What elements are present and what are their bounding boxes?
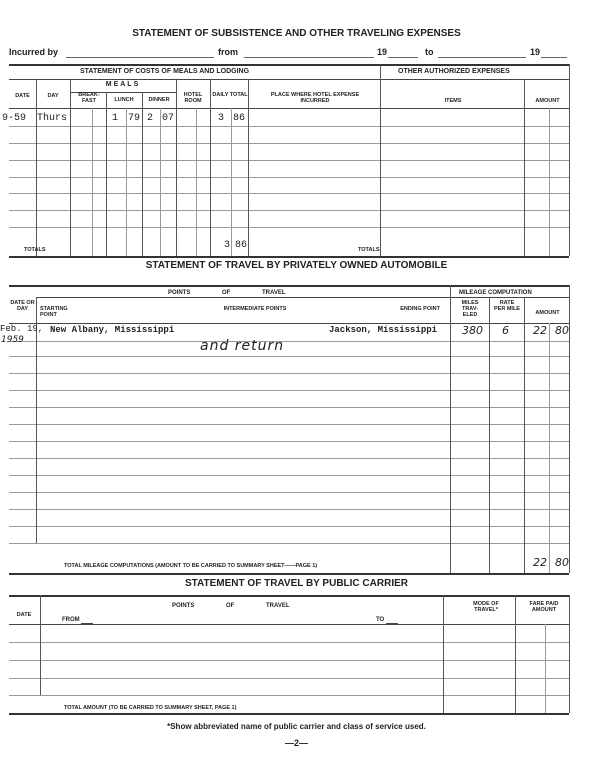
auto-row1-amount-cents: 80 [555, 324, 569, 337]
auto-row1-rate: 6 [502, 324, 509, 337]
col-items: ITEMS [444, 98, 462, 104]
col-breakfast: BREAK-FAST [78, 92, 100, 104]
auto-total-dollars: 22 [533, 556, 547, 569]
meal-row1-day: Thurs [37, 113, 68, 124]
auto-row1-date-a: Feb. 19, [0, 324, 44, 334]
col-daily-total: DAILY TOTAL [212, 92, 248, 98]
auto-row1-ending: Jackson, Mississippi [329, 325, 438, 335]
meal-row1-lunch-dollars: 1 [112, 113, 119, 124]
year-line-a[interactable] [388, 57, 418, 58]
auto-points-of-travel: POINTS OF TRAVEL [168, 290, 286, 296]
public-col-from: FROM [62, 617, 80, 623]
auto-col-amount: AMOUNT [535, 310, 560, 316]
auto-handwritten-note: and return [200, 338, 285, 354]
auto-total-label: TOTAL MILEAGE COMPUTATIONS (AMOUNT TO BE CARRIED TO SUMMARY SHEET——PAGE 1) [64, 563, 318, 569]
col-place: PLACE WHERE HOTEL EXPENSE INCURRED [270, 92, 360, 104]
auto-col-intermediate: INTERMEDIATE POINTS [223, 306, 287, 312]
public-section-title: STATEMENT OF TRAVEL BY PUBLIC CARRIER [185, 578, 408, 589]
auto-col-ending: ENDING POINT [400, 306, 440, 312]
other-expenses-header: OTHER AUTHORIZED EXPENSES [398, 68, 510, 75]
page-title: STATEMENT OF SUBSISTENCE AND OTHER TRAVELING EXPENSES [132, 28, 461, 39]
meal-row1-lunch-cents: 79 [128, 113, 141, 124]
col-amount: AMOUNT [535, 98, 560, 104]
auto-row1-date-b: 1959 [1, 335, 24, 345]
auto-total-cents: 80 [555, 556, 569, 569]
public-col-date: DATE [16, 612, 32, 618]
col-dinner: DINNER [148, 97, 170, 103]
auto-col-rate: RATE PER MILE [494, 300, 520, 312]
meals-group-header: MEALS [105, 81, 141, 88]
incurred-by-line[interactable] [66, 57, 214, 58]
meal-row1-date: 9-59 [2, 113, 27, 124]
from-label: from [218, 47, 238, 57]
meals-totals-cents: 86 [235, 240, 248, 251]
auto-col-starting: STARTING POINT [40, 306, 68, 318]
footnote: *Show abbreviated name of public carrier and class of service used. [167, 722, 426, 731]
col-date: DATE [15, 93, 30, 99]
col-lunch: LUNCH [114, 97, 134, 103]
year-line-b[interactable] [541, 57, 567, 58]
mileage-computation-header: MILEAGE COMPUTATION [459, 290, 532, 296]
auto-row1-amount-dollars: 22 [533, 324, 547, 337]
meal-row1-dinner-dollars: 2 [147, 113, 154, 124]
meal-row1-dinner-cents: 07 [162, 113, 175, 124]
auto-row1-miles: 380 [462, 324, 483, 337]
meal-row1-total-dollars: 3 [218, 113, 225, 124]
public-col-to: TO [376, 617, 385, 623]
page-number: —2— [284, 738, 308, 748]
public-col-mode: MODE OF TRAVEL* [473, 601, 499, 613]
from-line[interactable] [244, 57, 374, 58]
meal-row1-total-cents: 86 [233, 113, 246, 124]
auto-section-title: STATEMENT OF TRAVEL BY PRIVATELY OWNED AUTOMOBILE [145, 260, 448, 271]
incurred-by-label: Incurred by [9, 47, 59, 57]
year-label-b: 19 [530, 47, 541, 57]
year-label-a: 19 [377, 47, 388, 57]
public-col-points: POINTS OF TRAVEL [172, 603, 290, 609]
public-total-label: TOTAL AMOUNT (TO BE CARRIED TO SUMMARY SHEET, PAGE 1) [64, 705, 237, 711]
to-line[interactable] [438, 57, 526, 58]
col-day: DAY [47, 93, 59, 99]
meals-totals-dollars: 3 [224, 240, 231, 251]
meals-section-header: STATEMENT OF COSTS OF MEALS AND LODGING [80, 68, 250, 75]
auto-row1-start: New Albany, Mississippi [50, 325, 175, 335]
meals-totals-label: TOTALS [24, 247, 46, 253]
col-hotel-room: HOTEL ROOM [183, 92, 203, 104]
other-totals-label: TOTALS [358, 247, 380, 253]
to-label: to [425, 47, 434, 57]
public-col-fare: FARE PAID AMOUNT [529, 601, 559, 613]
auto-col-miles: MILES TRAV-ELED [461, 300, 479, 318]
auto-col-date: DATE OR DAY [10, 300, 35, 312]
